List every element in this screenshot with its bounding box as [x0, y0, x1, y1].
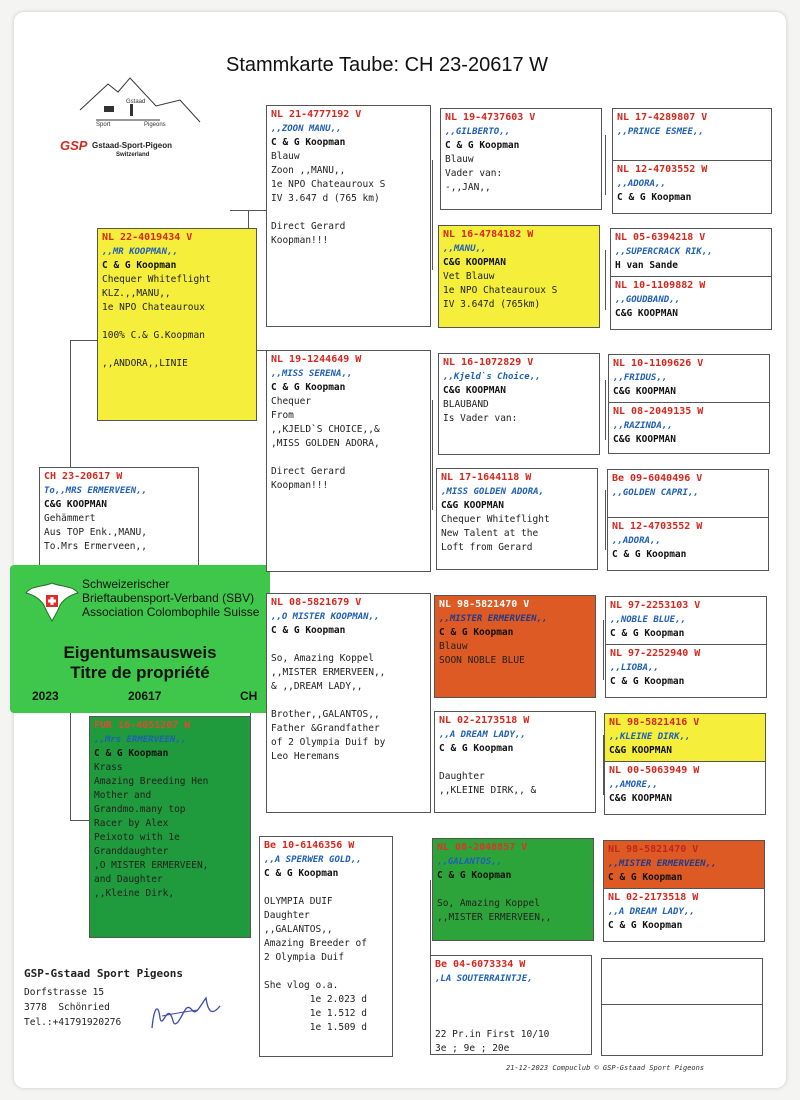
- ancestor-card: [607, 517, 769, 571]
- breeder-name: C & G Koopman: [264, 868, 339, 879]
- sbv-title-de: Eigentumsausweis: [63, 643, 217, 662]
- breeder-name: C&G KOOPMAN: [613, 386, 676, 397]
- ancestor-card: [604, 713, 766, 765]
- pigeon-name: ,,LIOBA,,: [610, 663, 659, 673]
- subject-pigeon-card: [39, 467, 199, 567]
- info-line: From: [271, 410, 294, 421]
- pigeon-name: ,,NOBLE BLUE,,: [610, 615, 686, 625]
- info-line: ,MISS GOLDEN ADORA,: [271, 438, 380, 449]
- breeder-name: C&G KOOPMAN: [443, 257, 506, 268]
- ring-number: NL 02-2173518 W: [608, 892, 699, 903]
- info-line: 1e 1.512 d: [264, 1008, 367, 1019]
- ring-number: NL 10-1109626 V: [613, 358, 704, 369]
- info-line: Direct Gerard: [271, 466, 346, 477]
- breeder-name: C&G KOOPMAN: [613, 434, 676, 445]
- pigeon-name: ,,RAZINDA,,: [613, 421, 673, 431]
- breeder-name: C & G Koopman: [445, 140, 520, 151]
- owner-city: 3778 Schönried: [24, 1002, 110, 1013]
- grandparent-card: [266, 350, 431, 572]
- pigeon-name: ,,SUPERCRACK RIK,,: [615, 247, 713, 257]
- info-line: Blauw: [271, 151, 300, 162]
- ancestor-card: [612, 160, 772, 214]
- info-line: Chequer: [271, 396, 312, 407]
- info-line: [271, 638, 426, 652]
- ancestor-card: [610, 228, 772, 280]
- pigeon-name: ,,A DREAM LADY,,: [439, 730, 526, 740]
- info-line: ,,KJELD`S CHOICE,,&: [271, 424, 380, 435]
- breeder-name: C&G KOOPMAN: [615, 308, 678, 319]
- breeder-name: C & G Koopman: [610, 676, 685, 687]
- ring-number: NL 08-2048857 V: [437, 842, 528, 853]
- pigeon-name: ,,GALANTOS,,: [437, 857, 503, 867]
- grandparent-card: [266, 593, 431, 813]
- sbv-ownership-card: [10, 565, 270, 713]
- breeder-name: C & G Koopman: [608, 872, 683, 883]
- info-line: 1e 1.509 d: [264, 1022, 367, 1033]
- info-line: Krass: [94, 762, 123, 773]
- breeder-name: C & G Koopman: [271, 137, 346, 148]
- info-line: -,,JAN,,: [445, 182, 491, 193]
- breeder-name: C & G Koopman: [608, 920, 683, 931]
- ring-number: NL 02-2173518 W: [439, 715, 530, 726]
- connector: [432, 160, 433, 270]
- info-line: IV 3.647 d (765 km): [271, 193, 380, 204]
- info-line: Loft from Gerard: [441, 542, 533, 553]
- sbv-header: [82, 577, 259, 619]
- breeder-name: C&G KOOPMAN: [609, 745, 672, 756]
- info-line: SOON NOBLE BLUE: [439, 655, 525, 666]
- info-line: and Daughter: [94, 874, 163, 885]
- ring-number: NL 12-4703552 W: [617, 164, 708, 175]
- ring-number: NL 97-2253103 V: [610, 600, 701, 611]
- pigeon-name: ,,Kjeld`s Choice,,: [443, 372, 541, 382]
- pigeon-name: ,,MISTER ERMERVEEN,,: [608, 859, 717, 869]
- great-grandparent-card: [434, 595, 596, 698]
- info-line: [264, 965, 388, 979]
- breeder-name: C&G KOOPMAN: [609, 793, 672, 804]
- pigeon-name: ,,PRINCE ESMEE,,: [617, 127, 704, 137]
- svg-text:Gstaad: Gstaad: [126, 99, 146, 105]
- sbv-line: Schweizerischer: [82, 577, 170, 591]
- info-line: Daughter: [264, 910, 310, 921]
- ring-number: NL 00-5063949 W: [609, 765, 700, 776]
- info-line: KLZ.,,MANU,,: [102, 288, 171, 299]
- ring-number: NL 21-4777192 V: [271, 109, 362, 120]
- ring-number: NL 17-1644118 W: [441, 472, 532, 483]
- info-line: New Talent at the: [441, 528, 539, 539]
- connector: [70, 340, 98, 341]
- owner-phone: Tel.:+41791920276: [24, 1017, 122, 1028]
- svg-text:Pigeons: Pigeons: [144, 122, 166, 128]
- ring-number: CH 23-20617 W: [44, 471, 123, 482]
- info-line: 3e ; 9e ; 20e: [435, 1043, 510, 1054]
- logo-sub: Switzerland: [116, 152, 150, 158]
- info-line: ,,MISTER ERMERVEEN,,: [437, 912, 552, 923]
- ring-number: NL 19-1244649 W: [271, 354, 362, 365]
- pigeon-name: ,,O MISTER KOOPMAN,,: [271, 612, 380, 622]
- info-line: Aus TOP Enk.,MANU,: [44, 527, 147, 538]
- ring-number: NL 16-4784182 W: [443, 229, 534, 240]
- great-grandparent-card: [430, 955, 592, 1055]
- connector: [605, 250, 606, 310]
- info-line: ,,KLEINE DIRK,, &: [439, 785, 537, 796]
- connector: [70, 820, 90, 821]
- dam-card: [89, 716, 251, 938]
- sbv-year: 2023: [32, 689, 59, 703]
- info-line: ,,GALANTOS,,: [264, 924, 333, 935]
- info-line: Father &Grandfather: [271, 723, 380, 734]
- breeder-name: C & G Koopman: [439, 627, 514, 638]
- info-line: Vader van:: [445, 168, 503, 179]
- breeder-name: C&G KOOPMAN: [44, 499, 107, 510]
- info-line: Direct Gerard: [271, 221, 346, 232]
- breeder-name: C&G KOOPMAN: [441, 500, 504, 511]
- breeder-name: [435, 986, 587, 1000]
- pigeon-name: ,MISS GOLDEN ADORA,: [441, 487, 544, 497]
- pigeon-name: ,,MISS SERENA,,: [271, 369, 353, 379]
- page-title: Stammkarte Taube: CH 23-20617 W: [226, 54, 549, 76]
- info-line: of 2 Olympia Duif by: [271, 737, 386, 748]
- ring-number: NL 08-2049135 W: [613, 406, 704, 417]
- info-line: Koopman!!!: [271, 480, 329, 491]
- pigeon-name: ,,MANU,,: [443, 244, 487, 254]
- pigeon-name: ,,GOUDBAND,,: [615, 295, 681, 305]
- info-line: Grandmo.many top: [94, 804, 186, 815]
- ancestor-card: [612, 108, 772, 164]
- info-line: Amazing Breeding Hen: [94, 776, 209, 787]
- breeder-name: C&G KOOPMAN: [443, 385, 506, 396]
- ancestor-card-empty: [601, 1004, 763, 1056]
- sire-card: [97, 228, 257, 421]
- ancestor-card: [603, 888, 765, 942]
- dove-emblem-icon: [24, 577, 80, 625]
- great-grandparent-card: [438, 225, 600, 328]
- pigeon-name: ,,MR KOOPMAN,,: [102, 247, 178, 257]
- connector: [605, 135, 606, 195]
- info-line: [264, 881, 388, 895]
- breeder-name: C & G Koopman: [439, 743, 514, 754]
- info-line: 1e NPO Chateauroux: [102, 302, 205, 313]
- sbv-title-fr: Titre de propriété: [70, 663, 210, 682]
- info-line: ,O MISTER ERMERVEEN,: [94, 860, 209, 871]
- logo-gsp: GSP: [60, 138, 88, 153]
- info-line: OLYMPIA DUIF: [264, 896, 333, 907]
- info-line: [102, 343, 252, 357]
- owner-street: Dorfstrasse 15: [24, 987, 105, 998]
- great-grandparent-card: [432, 838, 594, 941]
- info-line: 1e NPO Chateauroux S: [271, 179, 386, 190]
- connector: [603, 620, 604, 680]
- info-line: Leo Heremans: [271, 751, 340, 762]
- pigeon-name: ,,ZOON MANU,,: [271, 124, 342, 134]
- info-line: ,,Kleine Dirk,: [94, 888, 175, 899]
- ancestor-card: [605, 596, 767, 648]
- great-grandparent-card: [438, 353, 600, 455]
- info-line: Koopman!!!: [271, 235, 329, 246]
- info-line: ,,ANDORA,,LINIE: [102, 358, 188, 369]
- pigeon-name: ,,FRIDUS,,: [613, 373, 668, 383]
- info-line: IV 3.647d (765km): [443, 299, 541, 310]
- signature-icon: [148, 988, 228, 1034]
- breeder-name: C & G Koopman: [610, 628, 685, 639]
- logo-name: Gstaad-Sport-Pigeon: [92, 141, 173, 150]
- pigeon-name: ,LA SOUTERRAINTJE,: [435, 974, 533, 984]
- breeder-name: H van Sande: [615, 260, 678, 271]
- info-line: Gehämmert: [44, 513, 96, 524]
- pigeon-name: ,,GOLDEN CAPRI,,: [612, 488, 699, 498]
- pigeon-name: ,,MISTER ERMERVEEN,,: [439, 614, 548, 624]
- ring-number: Be 09-6040496 V: [612, 473, 703, 484]
- ring-number: NL 12-4703552 W: [612, 521, 703, 532]
- info-line: To.Mrs Ermerveen,,: [44, 541, 147, 552]
- ring-number: NL 97-2252940 W: [610, 648, 701, 659]
- pigeon-name: ,,GILBERTO,,: [445, 127, 511, 137]
- pigeon-name: ,,A DREAM LADY,,: [608, 907, 695, 917]
- pigeon-name: ,,A SPERWER GOLD,,: [264, 855, 362, 865]
- ring-number: NL 05-6394218 V: [615, 232, 706, 243]
- info-line: [435, 1014, 587, 1028]
- info-line: Chequer Whiteflight: [102, 274, 211, 285]
- ancestor-card: [608, 402, 770, 454]
- great-grandparent-card: [440, 108, 602, 210]
- info-line: ,,MISTER ERMERVEEN,,: [271, 667, 386, 678]
- ring-number: Be 10-6146356 W: [264, 840, 355, 851]
- info-line: [271, 451, 426, 465]
- ring-number: NL 17-4289807 V: [617, 112, 708, 123]
- pigeon-name: ,,Mrs ERMERVEEN,,: [94, 735, 187, 745]
- ring-number: FUR 16-4051207 W: [94, 720, 191, 731]
- info-line: Blauw: [439, 641, 468, 652]
- ring-number: NL 98-5821470 V: [608, 844, 699, 855]
- info-line: Mother and: [94, 790, 152, 801]
- breeder-name: C & G Koopman: [102, 260, 177, 271]
- pigeon-name: ,,KLEINE DIRK,,: [609, 732, 691, 742]
- ancestor-card: [608, 354, 770, 406]
- info-line: [435, 1000, 587, 1014]
- svg-text:Sport: Sport: [96, 122, 111, 128]
- info-line: 22 Pr.in First 10/10: [435, 1029, 550, 1040]
- info-line: Granddaughter: [94, 846, 169, 857]
- sbv-country: CH: [240, 689, 258, 703]
- info-line: [271, 206, 426, 220]
- great-grandparent-card: [434, 711, 596, 813]
- ring-number: NL 10-1109882 W: [615, 280, 706, 291]
- connector: [605, 490, 606, 550]
- info-line: BLAUBAND: [443, 399, 489, 410]
- info-line: So, Amazing Koppel: [437, 898, 540, 909]
- ring-number: NL 22-4019434 V: [102, 232, 193, 243]
- info-line: She vlog o.a.: [264, 980, 339, 991]
- info-line: Blauw: [445, 154, 474, 165]
- info-line: Is Vader van:: [443, 413, 518, 424]
- great-grandparent-card: [436, 468, 598, 570]
- info-line: So, Amazing Koppel: [271, 653, 374, 664]
- info-line: 1e 2.023 d: [264, 994, 367, 1005]
- connector: [605, 380, 606, 440]
- info-line: 1e NPO Chateauroux S: [443, 285, 558, 296]
- info-line: & ,,DREAM LADY,,: [271, 681, 363, 692]
- ancestor-card: [610, 276, 772, 330]
- ring-number: Be 04-6073334 W: [435, 959, 526, 970]
- connector: [70, 340, 71, 468]
- owner-name: GSP-Gstaad Sport Pigeons: [24, 967, 183, 980]
- breeder-name: C & G Koopman: [612, 549, 687, 560]
- pigeon-name: ,,ADORA,,: [617, 179, 666, 189]
- info-line: Daughter: [439, 771, 485, 782]
- breeder-name: C & G Koopman: [271, 625, 346, 636]
- ancestor-card-empty: [601, 958, 763, 1008]
- info-line: [439, 756, 591, 770]
- pigeon-name: To,,MRS ERMERVEEN,,: [44, 486, 147, 496]
- info-line: Amazing Breeder of: [264, 938, 367, 949]
- breeder-name: C & G Koopman: [617, 192, 692, 203]
- breeder-name: C & G Koopman: [271, 382, 346, 393]
- ancestor-card: [604, 761, 766, 815]
- ring-number: NL 16-1072829 V: [443, 357, 534, 368]
- copyright-line: 21-12-2023 Compuclub © GSP-Gstaad Sport Pigeons: [506, 1064, 705, 1072]
- info-line: Brother,,GALANTOS,,: [271, 709, 380, 720]
- ancestor-card: [603, 840, 765, 892]
- info-line: Zoon ,,MANU,,: [271, 165, 346, 176]
- ring-number: NL 19-4737603 V: [445, 112, 536, 123]
- info-line: [102, 315, 252, 329]
- ancestor-card: [605, 644, 767, 698]
- info-line: 100% C.& G.Koopman: [102, 330, 205, 341]
- sbv-line: Brieftaubensport-Verband (SBV): [82, 591, 255, 605]
- sbv-line: Association Colombophile Suisse: [82, 605, 260, 619]
- grandparent-card: [266, 105, 431, 327]
- ring-number: NL 98-5821470 V: [439, 599, 530, 610]
- grandparent-card: [259, 836, 393, 1057]
- ring-number: NL 08-5821679 V: [271, 597, 362, 608]
- info-line: [271, 694, 426, 708]
- pigeon-name: ,,AMORE,,: [609, 780, 658, 790]
- ring-number: NL 98-5821416 V: [609, 717, 700, 728]
- pigeon-name: ,,ADORA,,: [612, 536, 661, 546]
- info-line: 2 Olympia Duif: [264, 952, 345, 963]
- breeder-name: C & G Koopman: [94, 748, 169, 759]
- ancestor-card: [607, 469, 769, 521]
- connector: [230, 210, 266, 211]
- info-line: [437, 883, 589, 897]
- info-line: Chequer Whiteflight: [441, 514, 550, 525]
- info-line: Peixoto with 1e: [94, 832, 180, 843]
- sbv-number: 20617: [128, 689, 162, 703]
- connector: [432, 400, 433, 510]
- info-line: Vet Blauw: [443, 271, 495, 282]
- breeder-name: C & G Koopman: [437, 870, 512, 881]
- info-line: Racer by Alex: [94, 818, 169, 829]
